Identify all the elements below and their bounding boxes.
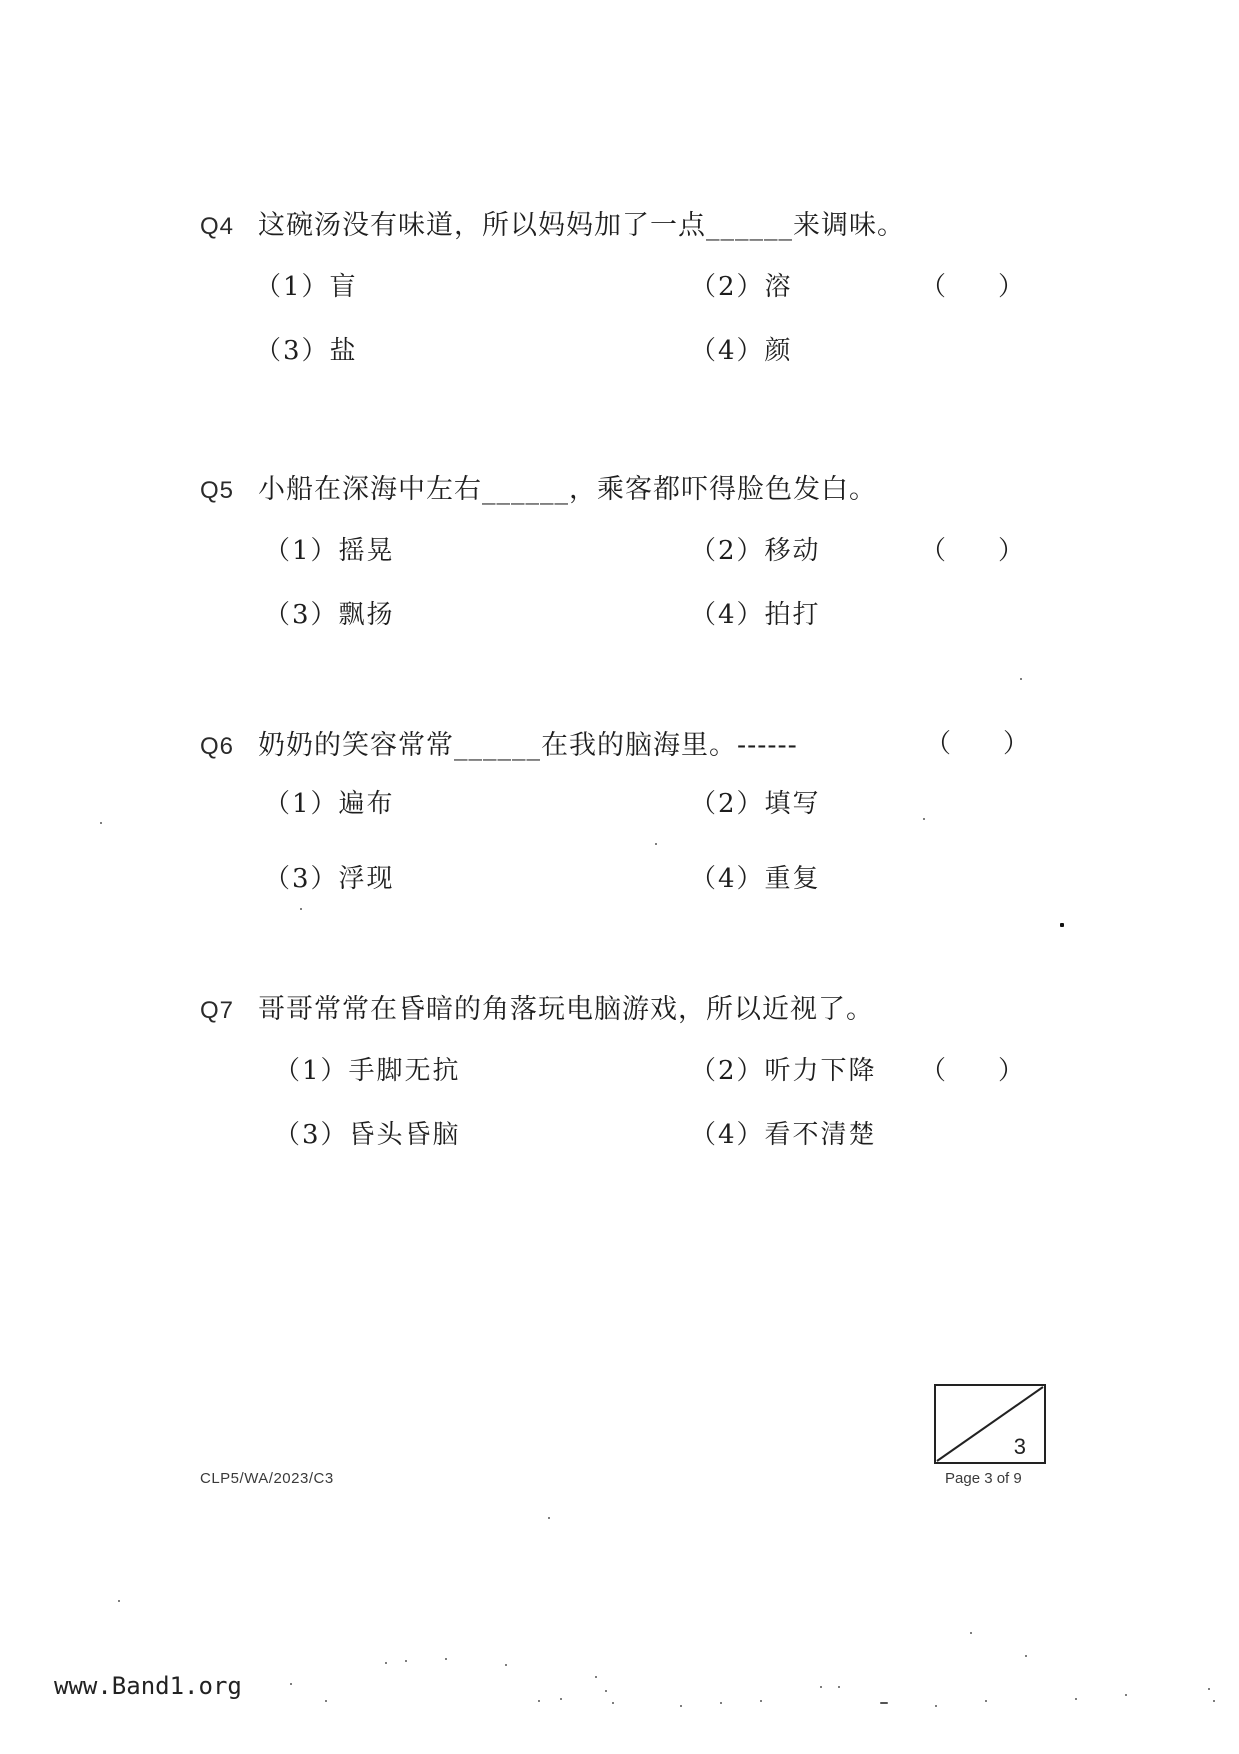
scan-speck xyxy=(300,908,302,910)
scan-speck xyxy=(538,1700,540,1702)
option-1: （1）摇晃 xyxy=(264,536,395,566)
question-text: 小船在深海中左右______，乘客都吓得脸色发白。 xyxy=(258,474,877,505)
scan-speck xyxy=(1075,1698,1077,1700)
scan-speck xyxy=(385,1662,387,1664)
option-2: （2）溶 xyxy=(690,272,793,302)
scan-speck xyxy=(720,1702,722,1704)
scan-speck xyxy=(325,1700,327,1702)
option-1: （1）盲 xyxy=(255,272,358,302)
scan-speck xyxy=(548,1517,550,1519)
scan-speck xyxy=(595,1676,597,1678)
scan-speck xyxy=(985,1700,987,1702)
question-stem xyxy=(200,467,877,506)
scan-speck xyxy=(505,1664,507,1666)
scan-speck xyxy=(923,818,925,820)
scan-speck xyxy=(680,1705,682,1707)
option-4: （4）看不清楚 xyxy=(690,1120,877,1150)
watermark: www.Band1.org xyxy=(54,1672,242,1700)
answer-bracket: （ ） xyxy=(925,729,1030,759)
scan-speck xyxy=(880,1702,888,1704)
page-number-box xyxy=(934,1384,1046,1464)
scan-speck xyxy=(970,1632,972,1634)
scan-speck xyxy=(1125,1694,1127,1696)
question-stem xyxy=(200,987,874,1026)
scan-speck xyxy=(655,843,657,845)
option-4: （4）重复 xyxy=(690,864,821,894)
page-box-outline xyxy=(934,1384,1046,1464)
scan-speck xyxy=(935,1705,937,1707)
question-number: Q7 xyxy=(200,997,235,1024)
page-of-label: Page 3 of 9 xyxy=(945,1470,1022,1487)
question-stem xyxy=(200,203,905,242)
scan-speck xyxy=(560,1698,562,1700)
question-text: 哥哥常常在昏暗的角落玩电脑游戏，所以近视了。 xyxy=(258,994,874,1025)
option-3: （3）盐 xyxy=(255,336,358,366)
scan-speck xyxy=(1213,1700,1215,1702)
answer-bracket: （ ） xyxy=(920,536,1025,566)
scan-speck xyxy=(1208,1688,1210,1690)
question-text: 这碗汤没有味道，所以妈妈加了一点______来调味。 xyxy=(258,210,905,241)
question-text: 奶奶的笑容常常______在我的脑海里。------ xyxy=(258,730,798,761)
scan-speck xyxy=(290,1683,292,1685)
question-stem xyxy=(200,723,798,762)
scan-speck xyxy=(445,1658,447,1660)
scan-speck xyxy=(760,1700,762,1702)
option-2: （2）移动 xyxy=(690,536,821,566)
answer-bracket: （ ） xyxy=(920,272,1025,302)
scan-speck xyxy=(405,1660,407,1662)
paper-code: CLP5/WA/2023/C3 xyxy=(200,1470,334,1487)
question-number: Q5 xyxy=(200,477,235,504)
answer-bracket: （ ） xyxy=(920,1056,1025,1086)
option-1: （1）遍布 xyxy=(264,789,395,819)
scan-speck xyxy=(612,1702,614,1704)
scan-speck xyxy=(838,1686,840,1688)
option-2: （2）听力下降 xyxy=(690,1056,877,1086)
option-3: （3）飘扬 xyxy=(264,600,395,630)
option-1: （1）手脚无抗 xyxy=(274,1056,461,1086)
option-3: （3）昏头昏脑 xyxy=(274,1120,461,1150)
option-4: （4）颜 xyxy=(690,336,793,366)
question-number: Q4 xyxy=(200,213,235,240)
scan-speck xyxy=(1025,1655,1027,1657)
option-4: （4）拍打 xyxy=(690,600,821,630)
page-box-number: 3 xyxy=(1013,1434,1026,1459)
scan-speck xyxy=(118,1600,120,1602)
scan-speck xyxy=(1020,678,1022,680)
question-number: Q6 xyxy=(200,733,235,760)
scan-speck xyxy=(100,822,102,824)
option-2: （2）填写 xyxy=(690,789,821,819)
scan-speck xyxy=(820,1686,822,1688)
scan-speck xyxy=(1060,923,1064,927)
option-3: （3）浮现 xyxy=(264,864,395,894)
scan-speck xyxy=(605,1690,607,1692)
